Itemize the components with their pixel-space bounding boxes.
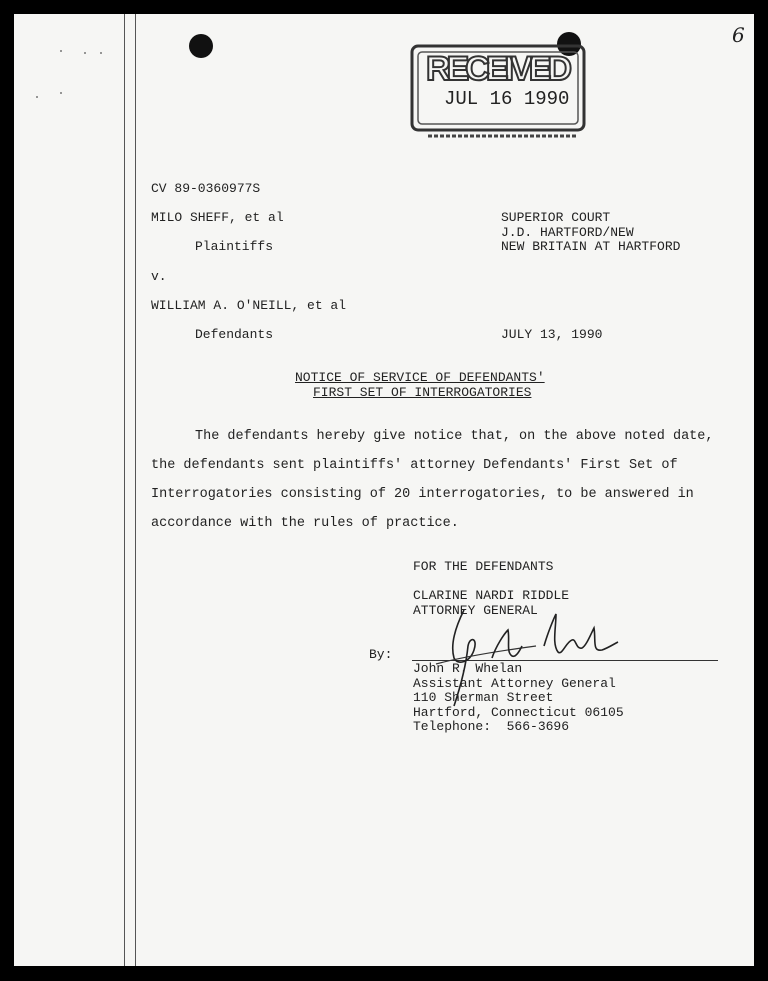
stamp-date: JUL 16 1990 — [440, 88, 573, 110]
margin-speck — [84, 52, 86, 54]
document-title-line-2: FIRST SET OF INTERROGATORIES — [313, 385, 532, 400]
signer-line: Telephone: 566-3696 — [413, 719, 570, 734]
plaintiff-role: Plaintiffs — [195, 239, 274, 254]
signer-line: John R. Whelan — [413, 661, 523, 676]
defendant-role: Defendants — [195, 327, 274, 342]
defendant-name: WILLIAM A. O'NEILL, et al — [151, 298, 347, 313]
attorney-general-name: CLARINE NARDI RIDDLE — [413, 588, 570, 603]
svg-text:RECEIVED: RECEIVED — [426, 50, 572, 88]
signer-line: 110 Sherman Street — [413, 690, 554, 705]
document-title-line-1: NOTICE OF SERVICE OF DEFENDANTS' — [295, 370, 545, 385]
margin-speck — [36, 96, 38, 98]
filing-date: JULY 13, 1990 — [501, 327, 603, 342]
attorney-general-title: ATTORNEY GENERAL — [413, 603, 538, 618]
versus: v. — [151, 269, 167, 284]
margin-speck — [60, 92, 62, 94]
notice-body: The defendants hereby give notice that, on the above noted date, the defendants sent plaintiffs' attorney Defendants' First Set of Interrogatories consisting of 20 interrogatories, to be answered in accordance with the rules of practice. — [151, 429, 714, 531]
for-defendants: FOR THE DEFENDANTS — [413, 559, 554, 574]
received-stamp — [408, 32, 588, 142]
by-label: By: — [369, 647, 393, 662]
plaintiff-name: MILO SHEFF, et al — [151, 210, 284, 225]
punch-hole-left — [189, 34, 213, 58]
court-line: J.D. HARTFORD/NEW — [501, 225, 634, 240]
margin-line-left-inner — [135, 14, 136, 966]
document-page — [14, 14, 754, 966]
signer-line: Hartford, Connecticut 06105 — [413, 705, 624, 720]
margin-speck — [100, 52, 102, 54]
signer-line: Assistant Attorney General — [413, 676, 616, 691]
page-number: 6 — [732, 23, 745, 47]
court-line: SUPERIOR COURT — [501, 210, 611, 225]
handwritten-signature — [426, 606, 626, 716]
court-line: NEW BRITAIN AT HARTFORD — [501, 239, 681, 254]
margin-line-left-outer — [124, 14, 125, 966]
margin-speck — [60, 50, 62, 52]
docket-number: CV 89-0360977S — [151, 181, 261, 196]
